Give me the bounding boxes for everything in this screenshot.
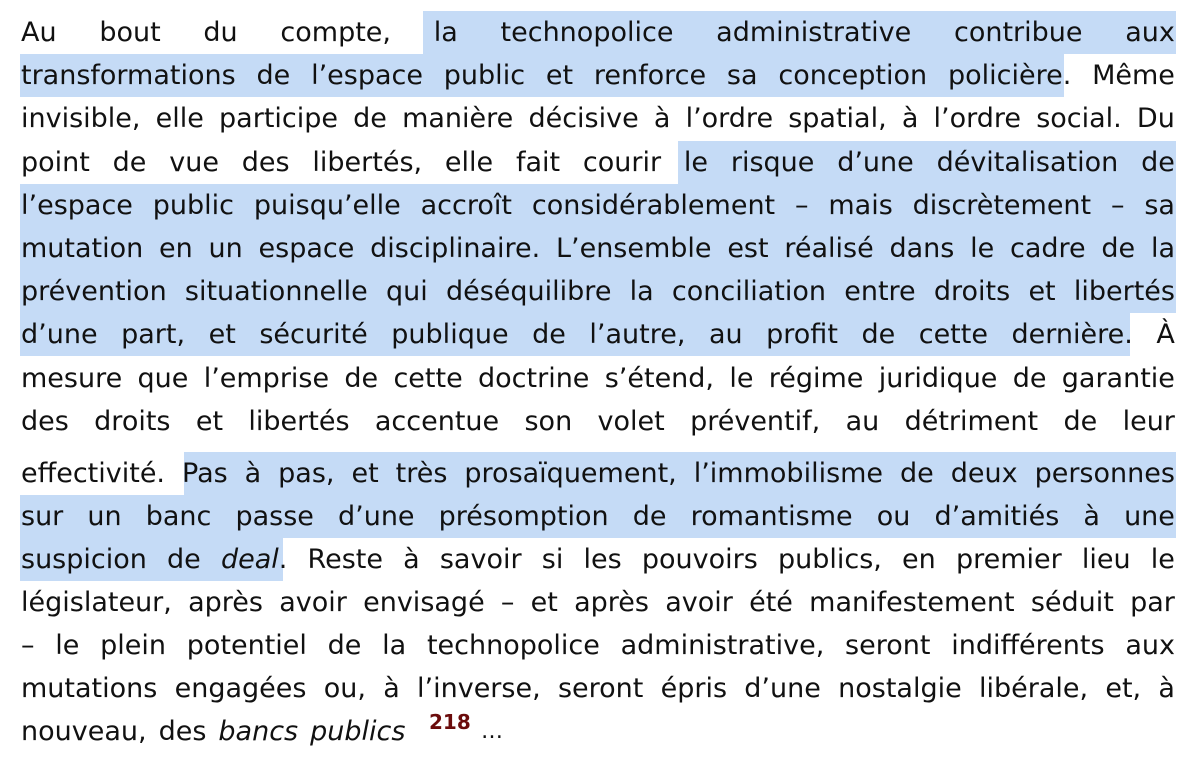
word: droits [933,276,1011,307]
word: puisqu’elle [253,190,401,221]
word: contribue [953,17,1083,48]
word: mesure [21,363,123,394]
word: envisagé [363,587,485,618]
word: décisive [528,103,639,134]
word: par [1130,587,1175,618]
word: de [532,319,566,350]
word: profit [766,319,838,350]
word: Reste [307,544,383,575]
word: un [208,233,243,264]
word: aux [1125,630,1175,661]
ellipsis: … [481,719,503,744]
word: la [1150,233,1175,264]
word: dévitalisation [936,147,1119,178]
word: à [383,673,400,704]
word: nouveau, [21,716,147,747]
word: doctrine [478,363,590,394]
word: après [574,587,649,618]
word: public [152,190,235,221]
word: volet [597,406,665,437]
word: policière. [947,60,1072,91]
word: publics, [777,544,882,575]
word: de [1141,147,1175,178]
word: discrètement [912,190,1092,221]
word: de [167,544,201,575]
word: une [1124,501,1175,532]
word: préventif, [690,406,821,437]
word: d’une [837,147,914,178]
word: déséquilibre [445,276,612,307]
word: été [749,587,793,618]
word: personnes [1034,458,1175,489]
text-line [20,495,1176,538]
word: administrative [716,17,912,48]
word: publique [391,319,509,350]
word: et [195,406,224,437]
word: lieu [1081,544,1131,575]
word: avoir [279,587,347,618]
word: l’autre, [589,319,686,350]
text-line [20,11,1176,54]
word: prévention [21,276,167,307]
word: libérale, [978,673,1089,704]
word: manière [402,103,514,134]
word: participe [219,103,339,134]
word: mutations [21,673,158,704]
word: épris [660,673,728,704]
word: au [708,319,743,350]
word: libertés, [312,147,423,178]
word: le [683,147,709,178]
word: et [351,458,379,489]
word: situationnelle [184,276,368,307]
word: À [1156,319,1175,350]
word: est [727,233,769,264]
word: elle [155,103,204,134]
word: que [137,363,189,394]
word: social. [1036,103,1122,134]
word: cadre [1010,233,1086,264]
word: l’ordre [933,103,1022,134]
word: de [900,458,934,489]
word: considérablement [531,190,776,221]
text-line [20,141,1176,184]
word: bancs [218,716,299,747]
word: cette [393,363,463,394]
word: la [629,276,654,307]
word: pas, [278,458,335,489]
word: et [208,319,236,350]
word: dernière. [1011,319,1133,350]
word: risque [730,147,815,178]
word: Au [21,17,57,48]
word: garantie [1061,363,1175,394]
word: libertés [1073,276,1175,307]
word: engagées [174,673,307,704]
word: publics [310,716,406,747]
word: indifférents [951,630,1105,661]
word: à [244,458,262,489]
word: Pas [182,458,228,489]
word: aux [1125,17,1175,48]
word: l’emprise [203,363,330,394]
word: de [632,501,667,532]
word: le [55,630,80,661]
word: et [545,60,574,91]
word: public [443,60,526,91]
word: – [1111,190,1125,221]
text-line [20,270,1176,313]
text-line [20,538,1176,581]
word: nostalgie [838,673,962,704]
word: de [1012,363,1047,394]
word: ou, [323,673,366,704]
text-line [20,452,1176,495]
word: à [901,103,919,134]
word: l’ordre [685,103,774,134]
word: renforce [593,60,707,91]
word: de [344,363,379,394]
word: l’inverse, [417,673,541,704]
word: à [1158,673,1175,704]
word: de [112,147,147,178]
word: Même [1092,60,1175,91]
word: d’une [337,501,415,532]
word: transformations [21,60,236,91]
word: réalisé [784,233,874,264]
word: leur [1122,406,1175,437]
word: qui [386,276,428,307]
text-line [20,624,1176,667]
word: libertés [248,406,350,437]
word: seront [845,630,931,661]
word: sa [1144,190,1175,221]
word: elle [444,147,494,178]
word: – [795,190,809,221]
word: à [403,544,420,575]
word: le [970,233,995,264]
word: sécurité [259,319,368,350]
word: technopolice [500,17,674,48]
word: en [159,233,193,264]
word: seront [557,673,644,704]
word: effectivité. [21,458,166,489]
text-line [20,54,1176,97]
word: du [203,17,238,48]
word: de [1101,233,1136,264]
word: la [382,630,407,661]
word: sur [21,501,64,532]
text-line [20,184,1176,227]
word: espace [258,233,355,264]
word: dans [889,233,955,264]
word: administrative, [620,630,825,661]
word: accentue [374,406,500,437]
word: deux [950,458,1018,489]
word: L’ensemble [555,233,712,264]
text-line [20,97,1176,140]
word: l’espace [311,60,423,91]
text-line [20,313,1176,356]
word: de [327,630,362,661]
word: juridique [878,363,998,394]
word: mais [828,190,893,221]
word: d’une [21,319,98,350]
word: point [21,147,90,178]
word: si [541,544,564,575]
word: romantisme [690,501,853,532]
text-line [20,710,1176,753]
word: avoir [665,587,733,618]
word: d’une [744,673,821,704]
word: bout [99,17,161,48]
word: sa [726,60,758,91]
word: disciplinaire. [370,233,541,264]
text-line [20,400,1176,443]
word: et [530,587,558,618]
word: – [21,630,35,661]
word: ou [876,501,911,532]
word: l’immobilisme [693,458,884,489]
word: d’amitiés [934,501,1060,532]
word: suspicion [21,544,147,575]
word: conception [778,60,928,91]
word: et [1028,276,1056,307]
word: savoir [439,544,522,575]
word: très [395,458,448,489]
word: des [241,147,290,178]
word: mutation [21,233,144,264]
word: son [524,406,573,437]
word: au [845,406,880,437]
word: séduit [1030,587,1114,618]
word: prosaïquement, [464,458,677,489]
word: le [1150,544,1175,575]
word: détriment [904,406,1039,437]
word: Du [1136,103,1175,134]
word: les [583,544,622,575]
word: cette [918,319,988,350]
word: plein [100,630,166,661]
word: un [87,501,122,532]
text-line [20,667,1176,710]
word: régime [768,363,864,394]
word: à [1083,501,1100,532]
word: le [729,363,754,394]
word: à [653,103,671,134]
word: de [256,60,291,91]
word: part, [121,319,186,350]
text-line [20,227,1176,270]
word: manifestement [809,587,1015,618]
word: banc [145,501,212,532]
word: des [158,716,207,747]
word: spatial, [788,103,887,134]
word: après [188,587,263,618]
word: deal. [220,544,288,575]
word: courir [582,147,662,178]
word: pouvoirs [641,544,758,575]
word: en [902,544,936,575]
word: entre [844,276,916,307]
word: de [1063,406,1098,437]
word: accroît [420,190,512,221]
word: vue [169,147,219,178]
word: technopolice [426,630,600,661]
word: de [861,319,896,350]
word: de [353,103,387,134]
word: la [433,17,458,48]
word: – [500,587,515,618]
word: invisible, [21,103,141,134]
word: et, [1105,673,1142,704]
word: potentiel [186,630,307,661]
word: premier [955,544,1062,575]
word: fait [515,147,561,178]
word: compte, [280,17,392,48]
word: droits [94,406,171,437]
word: passe [235,501,314,532]
word: législateur, [21,587,172,618]
word: l’espace [21,190,133,221]
word: s’étend, [604,363,715,394]
word: des [21,406,69,437]
word: présomption [438,501,609,532]
text-line [20,357,1176,400]
word: conciliation [671,276,827,307]
footnote-reference[interactable]: 218 [429,710,471,734]
text-line [20,581,1176,624]
